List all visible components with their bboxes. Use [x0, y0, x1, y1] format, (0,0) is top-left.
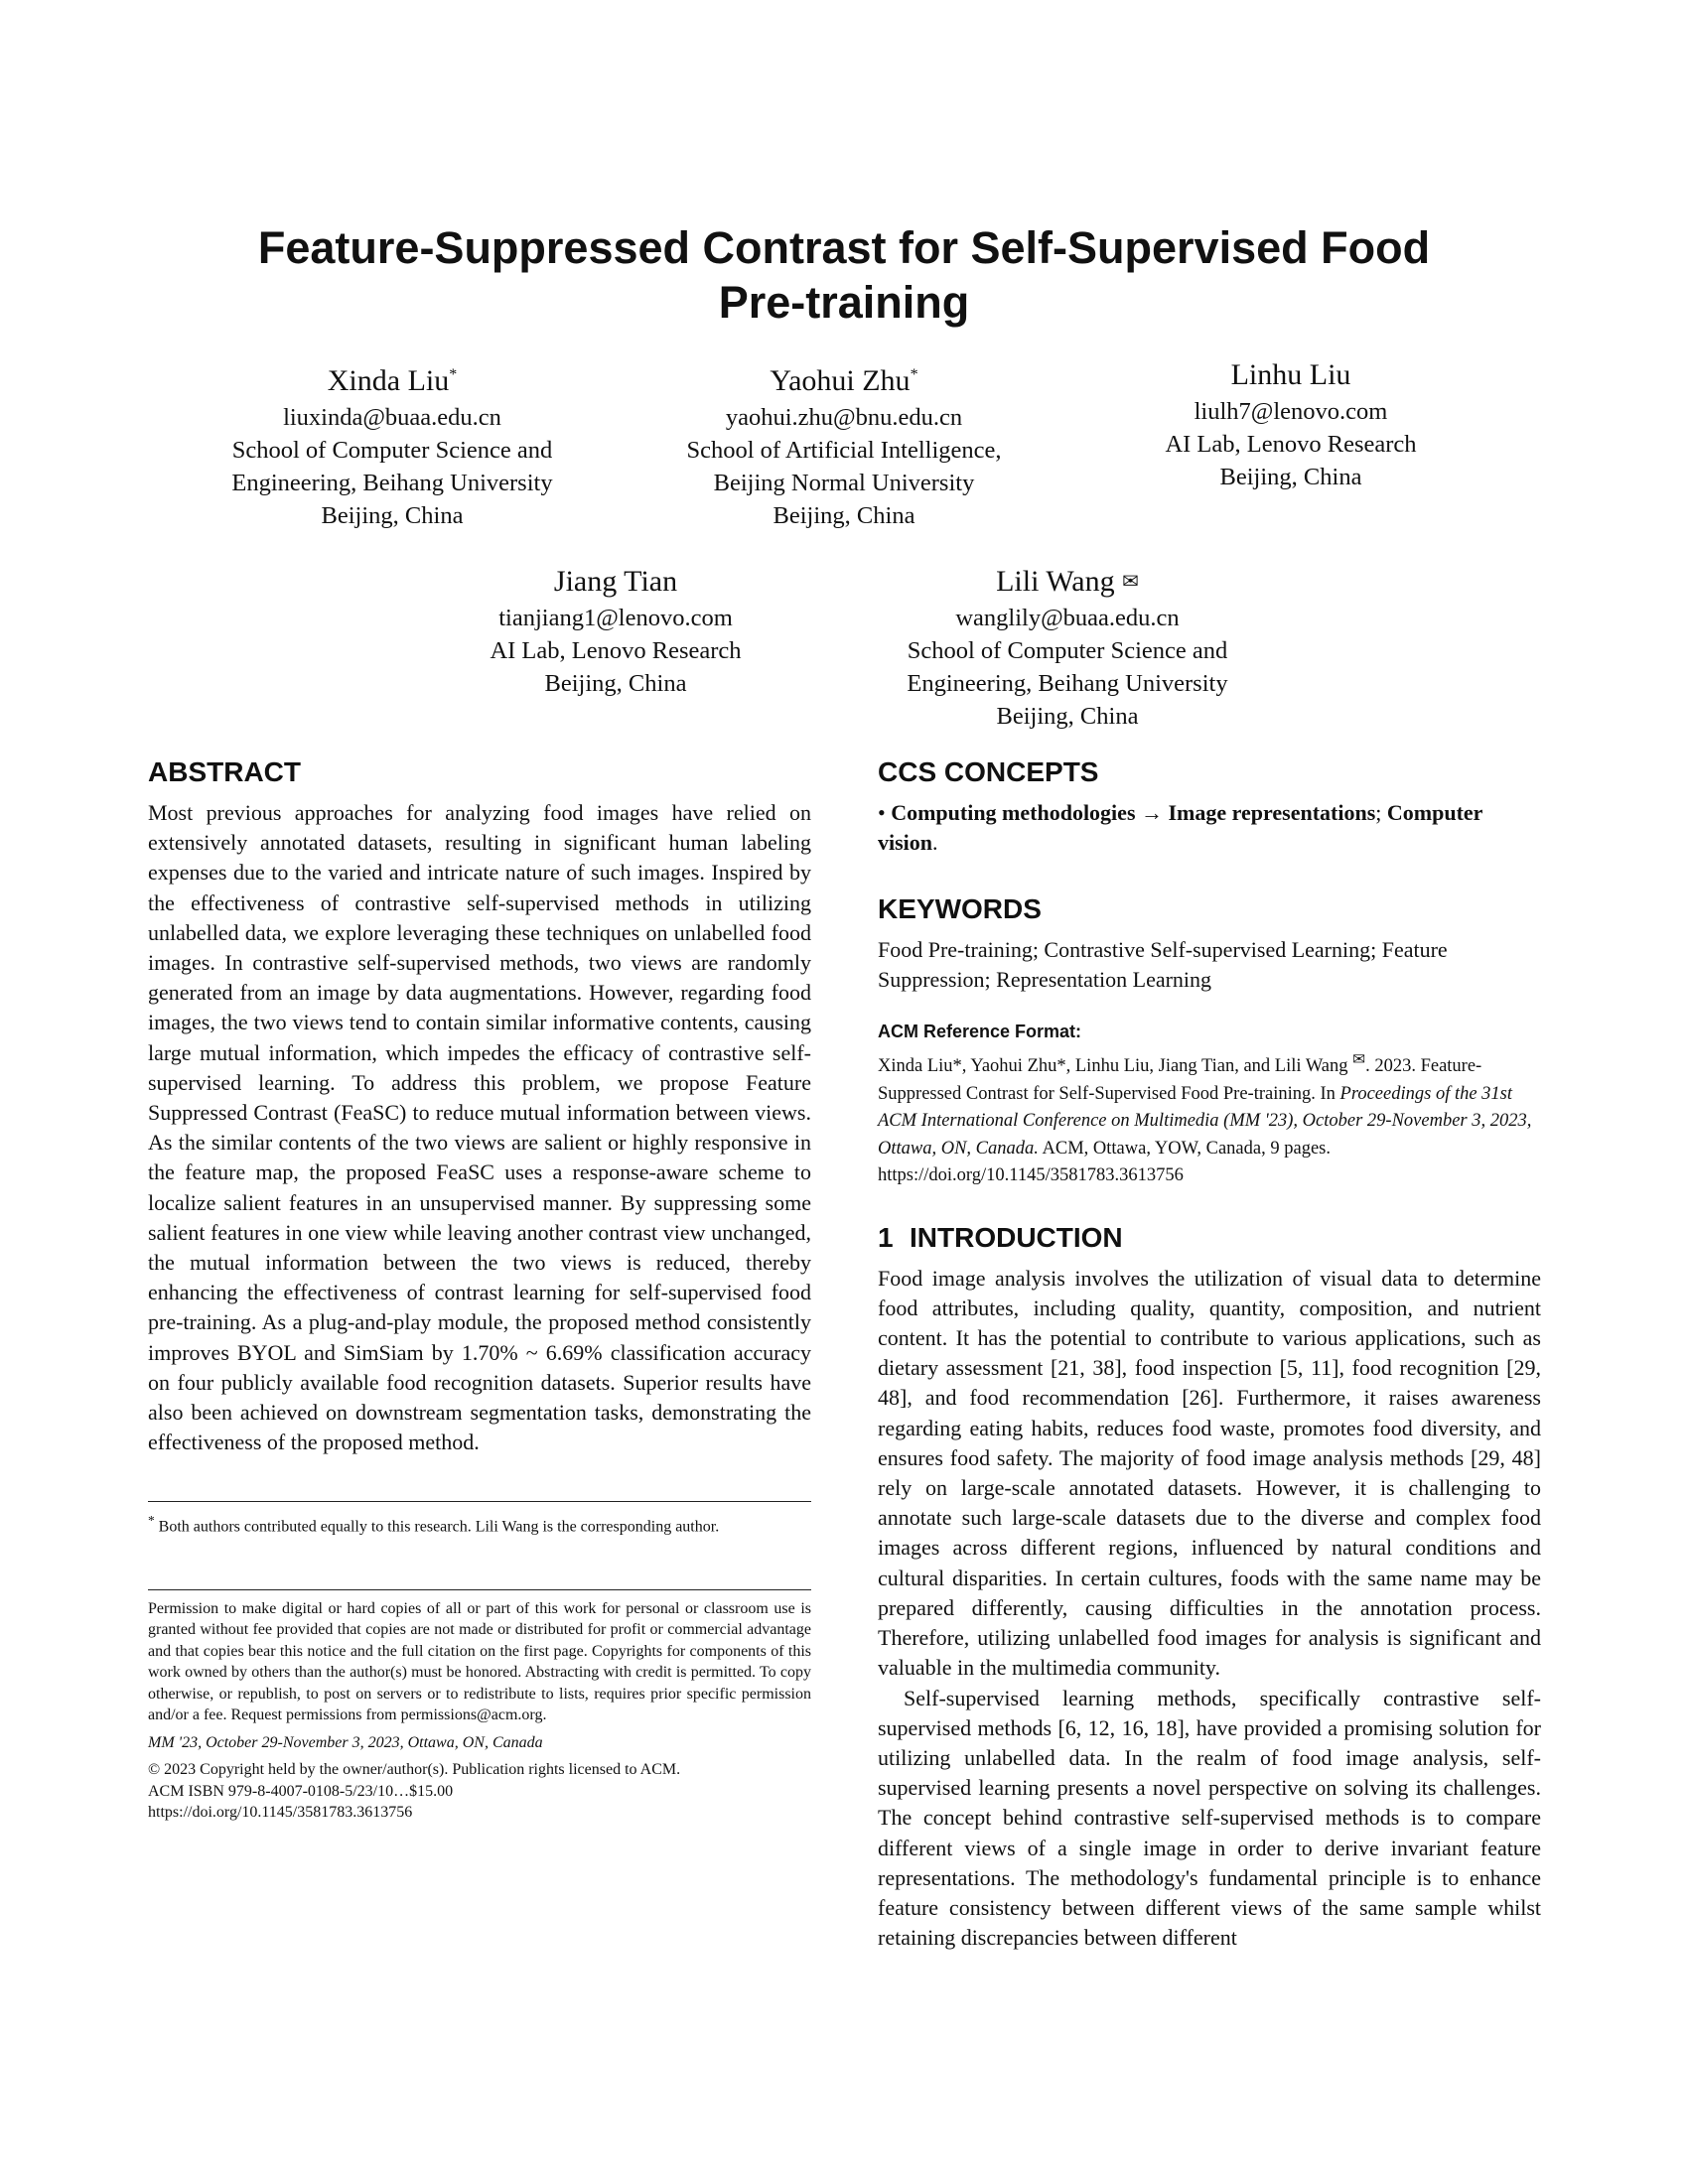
footnote-mark: *: [148, 1513, 155, 1529]
paper-title: [149, 220, 1539, 330]
conference-line: MM '23, October 29-November 3, 2023, Ottawa, ON, Canada: [148, 1733, 543, 1751]
author-email[interactable]: tianjiang1@lenovo.com: [498, 605, 733, 631]
ccs-concepts: [878, 798, 1541, 858]
author-name: Linhu Liu: [1230, 358, 1351, 391]
footnote: [148, 1510, 811, 1537]
author-affiliation: Beijing Normal University: [713, 470, 975, 496]
title-line-1: Feature-Suppressed Contrast for Self-Supervised Food: [257, 222, 1431, 273]
ccs-bullet: •: [878, 800, 886, 825]
isbn-line: ACM ISBN 979-8-4007-0108-5/23/10…$15.00: [148, 1782, 454, 1800]
permission-divider: [148, 1589, 811, 1590]
ccs-arrow-icon: →: [1141, 800, 1163, 825]
permission-notice: Permission to make digital or hard copies of all or part of this work for personal or classroom use is granted without fee provided that copies are not made or distributed for profit or commercial advantage and that copies bear this notice and the full citation on the first page. Copyrights for components of this work owned by others than the author(s) must be honored. Abstracting with credit is permitted. To copy otherwise, or republish, to post on servers or to redistribute to lists, requires prior specific permission and/or a fee. Request permissions from permissions@acm.org.: [148, 1599, 811, 1724]
author-email[interactable]: liulh7@lenovo.com: [1194, 398, 1388, 425]
acm-reference-heading: ACM Reference Format:: [878, 1022, 1082, 1041]
ccs-end: .: [932, 830, 938, 855]
ccs-item: Computer vision: [878, 800, 1483, 855]
author-location: Beijing, China: [996, 703, 1139, 730]
author-email[interactable]: liuxinda@buaa.edu.cn: [283, 404, 501, 431]
copyright-line: © 2023 Copyright held by the owner/author(s). Publication rights licensed to ACM.: [148, 1761, 681, 1779]
reference-title: Feature-Suppressed Contrast for Self-Supervised Food Pre-training. In: [878, 1056, 1482, 1104]
keywords-text: Food Pre-training; Contrastive Self-supervised Learning; Feature Suppression; Representation Learning: [878, 937, 1448, 992]
author-location: Beijing, China: [544, 670, 687, 697]
reference-authors: Xinda Liu*, Yaohui Zhu*, Linhu Liu, Jiang Tian, and Lili Wang: [878, 1056, 1348, 1077]
intro-paragraph-2: Self-supervised learning methods, specifically contrastive self-supervised methods [6, 12, 16, 18], have provided a promising solution for utilizing unlabelled data. In the realm of food image analysis, self-supervised learning presents a novel perspective on solving its challenges. The concept behind contrastive self-supervised methods is to compare different views of a single image in order to derive invariant feature representations. The methodology's fundamental principle is to enhance feature consistency between different views of the same sample whilst retaining discrepancies between different: [878, 1685, 1541, 1951]
author-name: Yaohui Zhu: [770, 364, 911, 397]
author-block-lili-wang: [849, 562, 1286, 733]
doi-link[interactable]: https://doi.org/10.1145/3581783.3613756: [148, 1804, 413, 1822]
left-column: [148, 754, 811, 1824]
acm-reference: [878, 1046, 1541, 1190]
abstract-text: Most previous approaches for analyzing food images have relied on extensively annotated datasets, resulting in significant human labeling expenses due to the varied and intricate nature of such images. Inspired by the effectiveness of contrastive self-supervised methods in utilizing unlabelled data, we explore leveraging these techniques on unlabelled food images. In contrastive self-supervised methods, two views are randomly generated from an image by data augmentations. However, regarding food images, the two views tend to contain similar informative contents, causing large mutual information, which impedes the efficacy of contrastive self-supervised learning. To address this problem, we propose Feature Suppressed Contrast (FeaSC) to reduce mutual information between views. As the similar contents of the two views are salient or highly responsive in the feature map, the proposed FeaSC uses a response-aware scheme to localize salient features in an unsupervised manner. By suppressing some salient features in one view while leaving another contrast view unchanged, the mutual information between the two views is reduced, thereby enhancing the effectiveness of contrast learning for self-supervised food pre-training. As a plug-and-play module, the proposed method consistently improves BYOL and SimSiam by 1.70% ~ 6.69% classification accuracy on four publicly available food recognition datasets. Superior results have also been achieved on downstream segmentation tasks, demonstrating the effectiveness of the proposed method.: [148, 800, 811, 1455]
reference-year: . 2023.: [1365, 1056, 1416, 1077]
reference-tail: ACM, Ottawa, YOW, Canada, 9 pages. https://doi.org/10.1145/3581783.3613756: [878, 1138, 1331, 1186]
equal-contribution-mark: *: [910, 366, 918, 383]
author-email[interactable]: yaohui.zhu@bnu.edu.cn: [725, 404, 963, 431]
author-location: Beijing, China: [321, 502, 464, 529]
author-name: Jiang Tian: [553, 565, 678, 598]
keywords-heading: KEYWORDS: [878, 893, 1042, 924]
author-affiliation: School of Artificial Intelligence,: [686, 437, 1002, 464]
author-affiliation: AI Lab, Lenovo Research: [490, 637, 742, 664]
ccs-separator: ;: [1375, 800, 1382, 825]
ccs-item: Computing methodologies: [891, 800, 1136, 825]
reference-venue: Proceedings of the 31st ACM International Conference on Multimedia (MM '23), October 29-November 3, 2023, Ottawa, ON, Canada.: [878, 1083, 1532, 1159]
author-block-yaohui-zhu: [626, 355, 1062, 532]
right-column: [878, 754, 1541, 1953]
ccs-item: Image representations: [1168, 800, 1376, 825]
envelope-icon: ✉: [1122, 571, 1139, 593]
section-number: 1: [878, 1221, 894, 1253]
ccs-heading: CCS CONCEPTS: [878, 756, 1099, 787]
author-affiliation: Engineering, Beihang University: [907, 670, 1228, 697]
author-location: Beijing, China: [1219, 464, 1362, 490]
equal-contribution-mark: *: [449, 366, 458, 383]
abstract-heading: ABSTRACT: [148, 756, 301, 787]
author-block-xinda-liu: [174, 355, 611, 532]
footnote-divider: [148, 1501, 811, 1502]
footnote-text: Both authors contributed equally to this research. Lili Wang is the corresponding author.: [154, 1518, 720, 1536]
author-block-jiang-tian: [397, 562, 834, 700]
author-location: Beijing, China: [773, 502, 915, 529]
author-name: Lili Wang: [996, 565, 1115, 598]
author-block-linhu-liu: [1072, 355, 1509, 493]
author-email[interactable]: wanglily@buaa.edu.cn: [955, 605, 1180, 631]
title-line-2: Pre-training: [718, 277, 970, 328]
author-affiliation: Engineering, Beihang University: [231, 470, 553, 496]
author-affiliation: School of Computer Science and: [907, 637, 1228, 664]
author-affiliation: AI Lab, Lenovo Research: [1165, 431, 1417, 458]
author-affiliation: School of Computer Science and: [231, 437, 553, 464]
introduction-heading: [878, 1220, 1541, 1256]
section-title: INTRODUCTION: [910, 1221, 1123, 1253]
author-name: Xinda Liu: [327, 364, 450, 397]
envelope-icon: ✉: [1352, 1051, 1366, 1068]
intro-paragraph-1: Food image analysis involves the utilization of visual data to determine food attributes, including quality, quantity, composition, and nutrient content. It has the potential to contribute to various applications, such as dietary assessment [21, 38], food inspection [5, 11], food recognition [29, 48], and food recommendation [26]. Furthermore, it raises awareness regarding eating habits, reduces food waste, promotes food diversity, and ensures food safety. The majority of food image analysis methods [29, 48] rely on large-scale annotated datasets. However, it is challenging to annotate such large-scale datasets due to the diverse and complex food images across different regions, influenced by natural conditions and cultural disparities. In certain cultures, foods with the same name may be prepared differently, causing difficulties in the annotation process. Therefore, utilizing unlabelled food images for analysis is significant and valuable in the multimedia community.: [878, 1265, 1541, 1681]
